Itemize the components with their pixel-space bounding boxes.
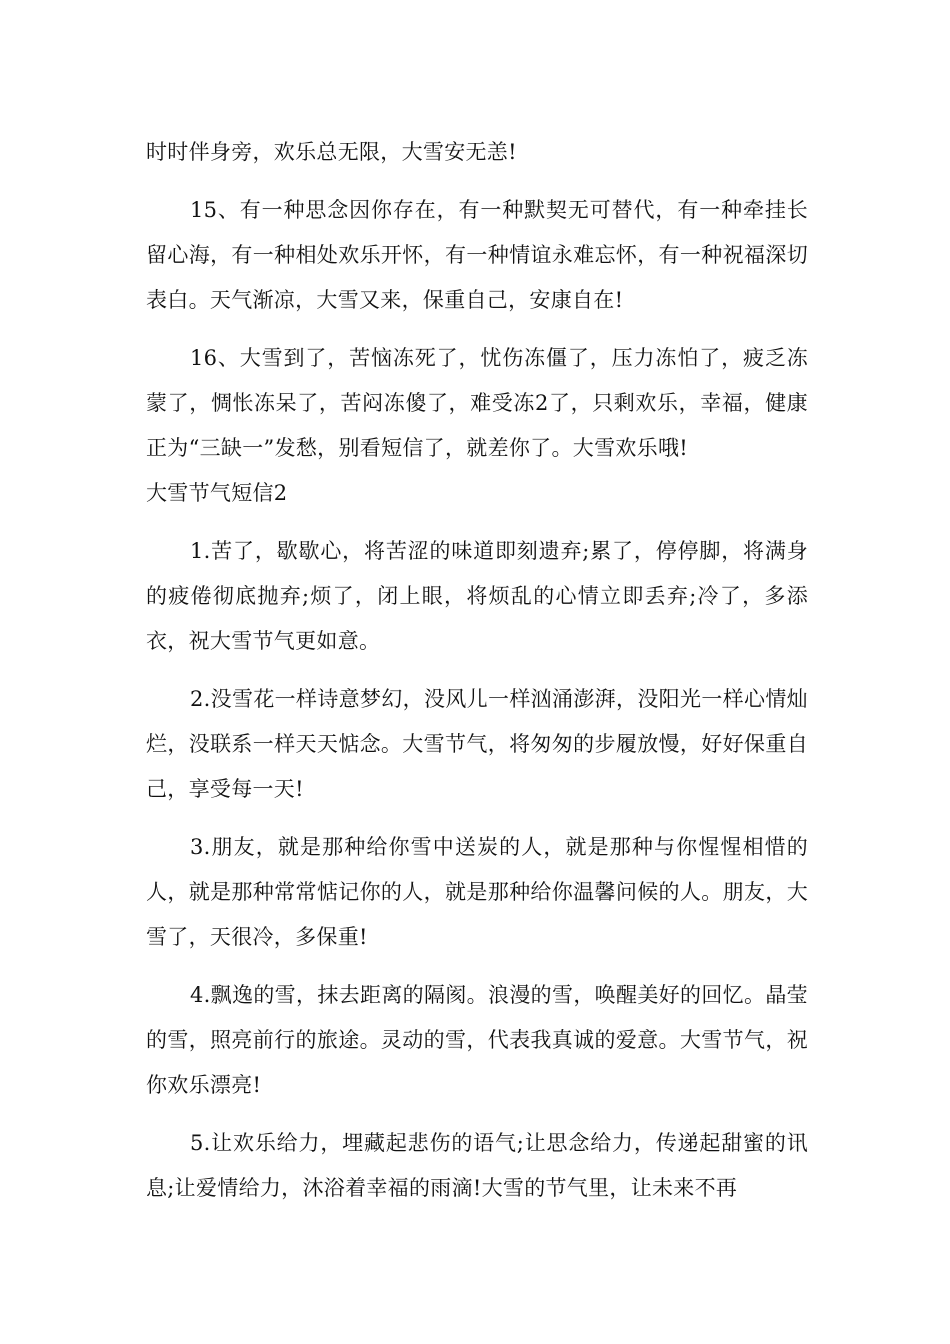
paragraph-16: 16、大雪到了，苦恼冻死了，忧伤冻僵了，压力冻怕了，疲乏冻蒙了，惆怅冻呆了，苦闷冻傻了，难受冻2了，只剩欢乐，幸福，健康正为“三缺一”发愁，别看短信了，就差你了。大雪欢乐哦! (146, 346, 808, 460)
paragraph-item-1: 1.苦了，歇歇心，将苦涩的味道即刻遗弃;累了，停停脚，将满身的疲倦彻底抛弃;烦了，闭上眼，将烦乱的心情立即丢弃;冷了，多添衣，祝大雪节气更如意。 (146, 539, 808, 653)
paragraph-15: 15、有一种思念因你存在，有一种默契无可替代，有一种牵挂长留心海，有一种相处欢乐开怀，有一种情谊永难忘怀，有一种祝福深切表白。天气渐凉，大雪又来，保重自己，安康自在! (146, 198, 808, 312)
paragraph-continuation: 时时伴身旁，欢乐总无限，大雪安无恙! (146, 140, 517, 164)
paragraph-item-4: 4.飘逸的雪，抹去距离的隔阂。浪漫的雪，唤醒美好的回忆。晶莹的雪，照亮前行的旅途。灵动的雪，代表我真诚的爱意。大雪节气，祝你欢乐漂亮! (146, 983, 808, 1097)
paragraph-item-2: 2.没雪花一样诗意梦幻，没风儿一样汹涌澎湃，没阳光一样心情灿烂，没联系一样天天惦念。大雪节气，将匆匆的步履放慢，好好保重自己，享受每一天! (146, 687, 808, 801)
section-heading: 大雪节气短信2 (146, 481, 288, 505)
paragraph-item-3: 3.朋友，就是那种给你雪中送炭的人，就是那种与你惺惺相惜的人，就是那种常常惦记你的人，就是那种给你温馨问候的人。朋友，大雪了，天很冷，多保重! (146, 835, 808, 949)
paragraph-item-5: 5.让欢乐给力，埋藏起悲伤的语气;让思念给力，传递起甜蜜的讯息;让爱情给力，沐浴着幸福的雨滴!大雪的节气里，让未来不再 (146, 1131, 808, 1200)
document-body (146, 130, 808, 1211)
